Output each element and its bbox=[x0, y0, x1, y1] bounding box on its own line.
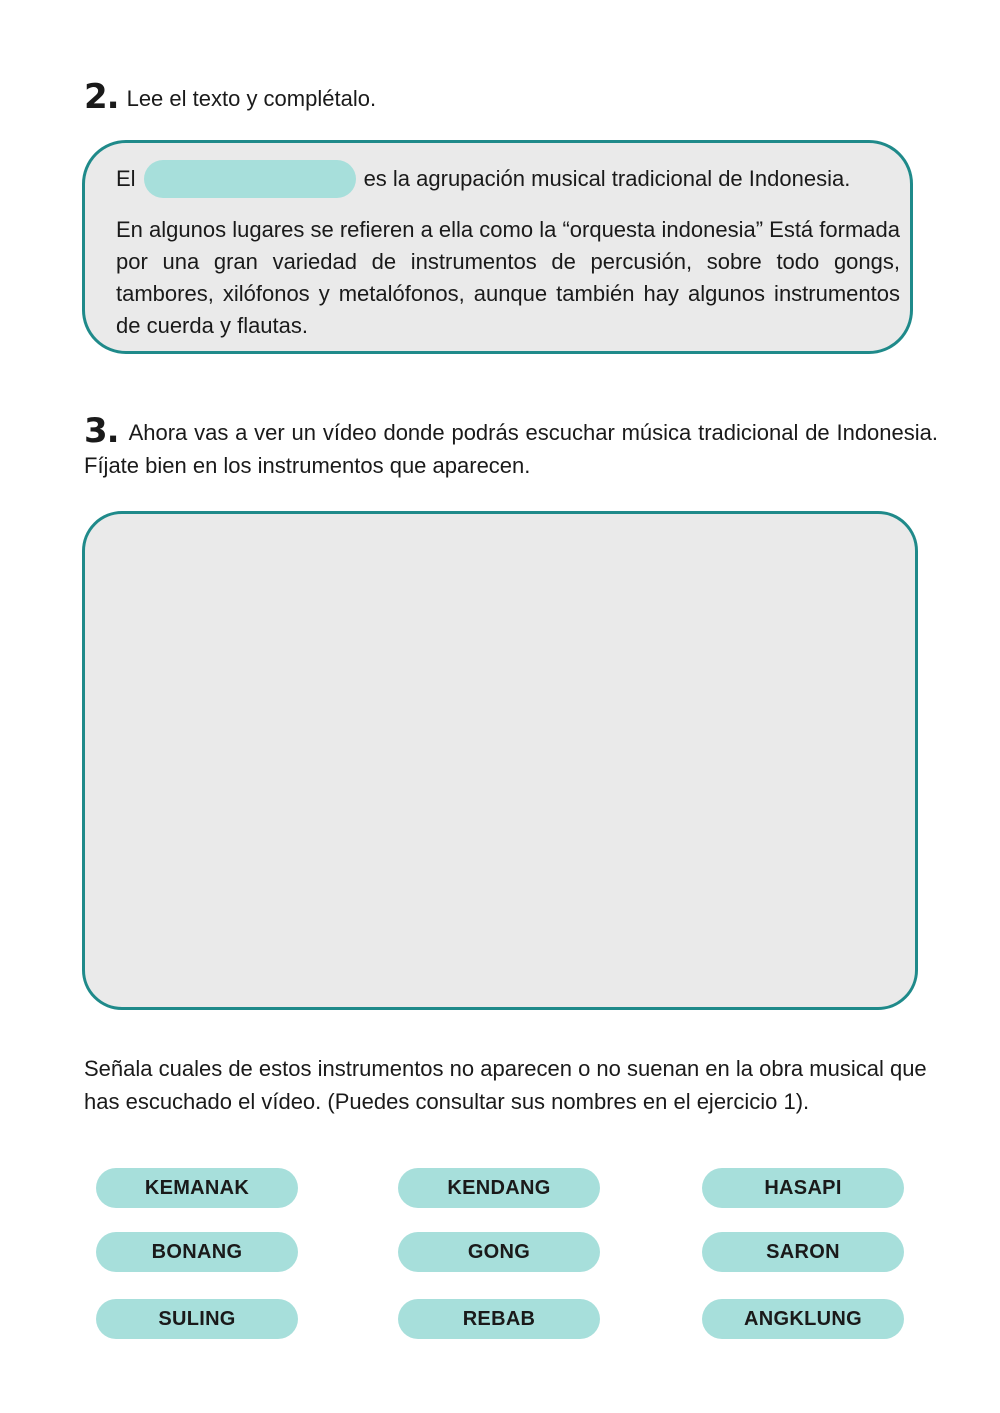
exercise-3-number: 3. bbox=[84, 411, 119, 451]
video-player[interactable] bbox=[82, 511, 918, 1010]
reading-paragraph: En algunos lugares se refieren a ella como la “orquesta indonesia” Está formada por una gran variedad de instrumentos de percusión, sobre todo gongs, tambores, xilófonos y metalófonos, aunque también hay algunos instrumentos de cuerda y flautas. bbox=[116, 217, 900, 338]
instrument-option-saron[interactable]: SARON bbox=[702, 1232, 904, 1272]
sentence-end: es la agrupación musical tradicional de Indonesia. bbox=[363, 166, 851, 191]
exercise-2-number: 2. bbox=[84, 77, 119, 117]
blank-input[interactable] bbox=[144, 160, 356, 198]
instrument-option-angklung[interactable]: ANGKLUNG bbox=[702, 1299, 904, 1339]
instrument-option-kendang[interactable]: KENDANG bbox=[398, 1168, 600, 1208]
exercise-3-instruction: Ahora vas a ver un vídeo donde podrás escuchar música tradicional de Indonesia. Fíjate bien en los instrumentos que aparecen. bbox=[84, 420, 938, 478]
exercise-3-heading bbox=[84, 411, 938, 482]
instrument-option-bonang[interactable]: BONANG bbox=[96, 1232, 298, 1272]
instrument-option-rebab[interactable]: REBAB bbox=[398, 1299, 600, 1339]
exercise-2-instruction: Lee el texto y complétalo. bbox=[126, 86, 377, 111]
instrument-option-hasapi[interactable]: HASAPI bbox=[702, 1168, 904, 1208]
sentence-start: El bbox=[116, 166, 136, 191]
instruments-question: Señala cuales de estos instrumentos no aparecen o no suenan en la obra musical que has escuchado el vídeo. (Puedes consultar sus nombres en el ejercicio 1). bbox=[84, 1056, 927, 1114]
fill-in-sentence bbox=[116, 160, 896, 198]
exercise-2-heading bbox=[84, 77, 377, 117]
instrument-option-gong[interactable]: GONG bbox=[398, 1232, 600, 1272]
instrument-option-kemanak[interactable]: KEMANAK bbox=[96, 1168, 298, 1208]
instrument-option-suling[interactable]: SULING bbox=[96, 1299, 298, 1339]
